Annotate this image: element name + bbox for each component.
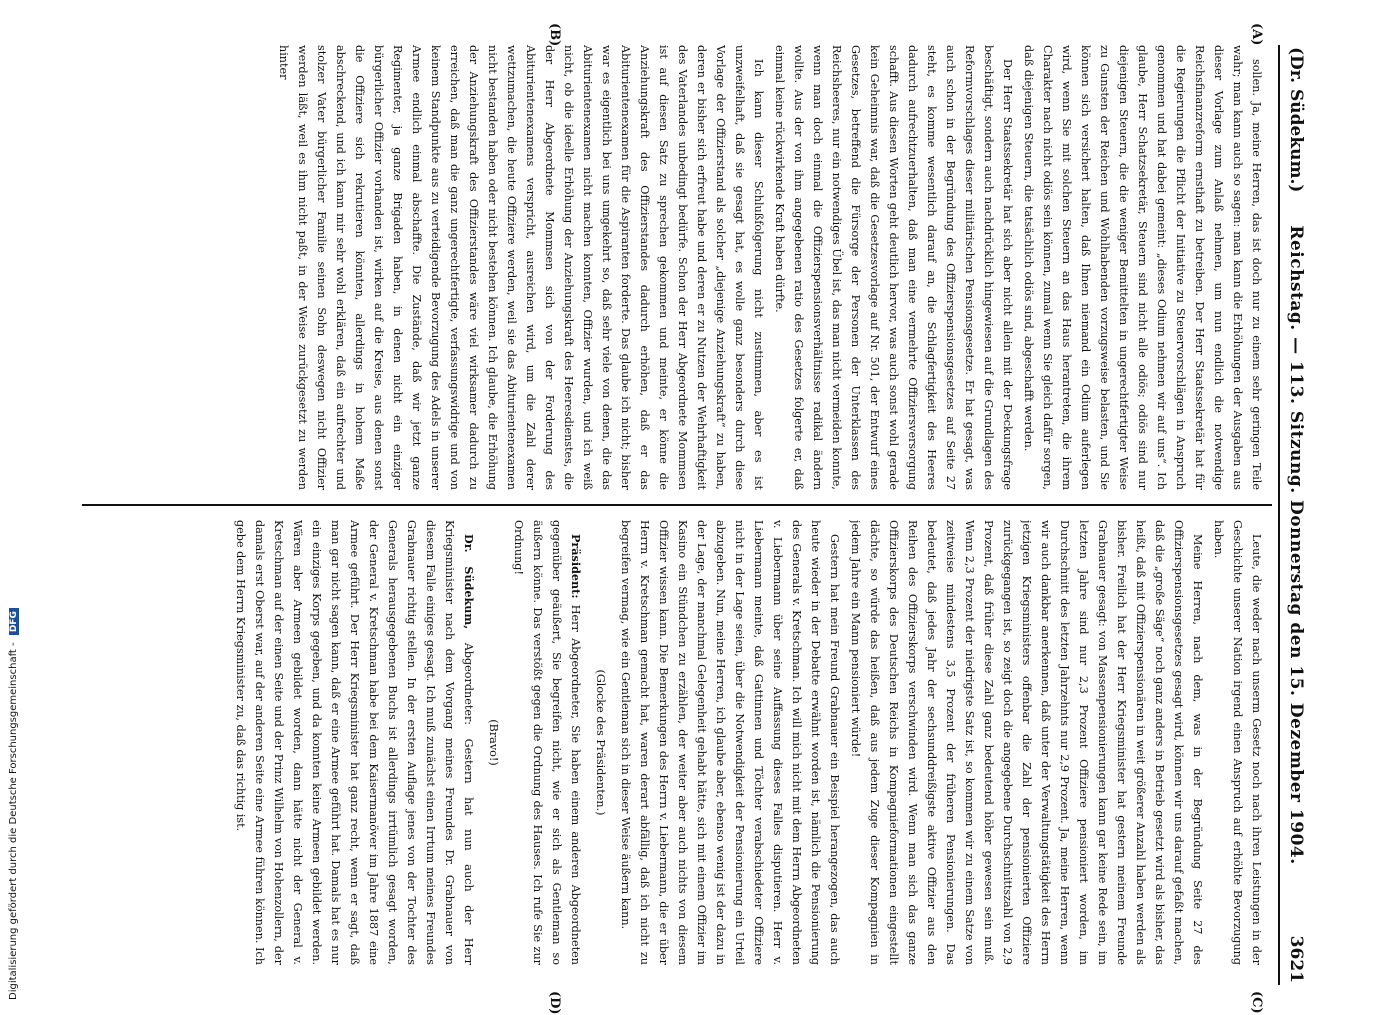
paragraph: Leute, die weder nach unserm Gesetz noch nach ihren Leistungen in der Geschichte unserer Nation irgend einen Anspruch auf erhöhte Bevorzugung haben. (1212, 520, 1263, 965)
left-column (86, 45, 1266, 490)
right-column (86, 520, 1266, 965)
header-title: Reichstag. — 113. Sitzung. Donnerstag den 15. Dezember 1904. (1286, 225, 1306, 865)
speaker-paragraph (231, 520, 478, 965)
paragraph: Meine Herren, nach dem, was in der Begründung Seite 27 des Offizierspensionsgesetzes gesagt wird, können wir uns darauf gefaßt machen, daß die „große Säge“ noch ganz anders in Betrieb gesetzt wird als bisher, das heißt, daß mit Offizierspensionären in weit größerer Anzahl haben werden als bisher. Freilich hat der Herr Kriegsminister hat gestern meinem Freunde Grabnauer gesagt: von Massenpensionierungen kann gar keine Rede sein, im letzten Jahre sind nur 2,3 Prozent Offiziere pensioniert worden, im Durchschnitt des letzten Jahrzehnts nur 2,9 Prozent. Ja, meine Herren, wenn wir auch dankbar anerkennen, daß unter der Verwaltungstätigkeit des Herrn jetzigen Kriegsministers offenbar die Zahl der pensionierten Offiziere zurückgegangen ist, so zeigt doch die angegebene Durchschnittszahl von 2,9 Prozent, daß früher diese Zahl ganz bedeutend höher gewesen sein muß. Wenn 2,3 Prozent der niedrigste Satz ist, so kommen wir zu einem Satze von zeitweise mindestens 3,5 Prozent der früheren Pensionierungen. Das bedeutet, daß jedes Jahr der sechsunddreißigste aktive Offizier aus den Reihen des Offizierskorps verschwinden wird. Wenn man sich das ganze Offizierskorps des Deutschen Reichs in Kompagnieformationen eingestellt dächte, so würde das heißen, daß aus jedem Zuge dieser Kompagnien in jedem Jahre ein Mann pensioniert würde! (849, 520, 1204, 965)
paragraph: Ich kann dieser Schlußfolgerung nicht zustimmen, aber es ist unzweifelhaft, daß sie gesagt hat, es wolle ganz besonders durch diese Vorlage der Offizierstand als solcher „diejenige Anziehungskraft“ zu haben, deren er bisher sich erfreut habe und deren er zu Nutzen der Wehrhaftigkeit des Vaterlandes unbedingt bedürfe. Schon der Herr Abgeordnete Mommsen ist auf diesen Satz zu sprechen gekommen und meinte, er könne die Anziehungskraft des Offizierstandes dadurch erhöhen, daß er das Abiturientenexamen für die Aspiranten forderte. Das glaube ich nicht; bisher war es eigentlich bei uns umgekehrt so, daß sehr viele von denen, die das Abiturientenexamen nicht machen konnten, Offizier wurden, und ich weiß nicht, ob die ideelle Erhöhung der Anziehungskraft des Heeresdienstes, die der Herr Abgeordnete Mommsen sich von der Forderung des Abiturientenexamens verspricht, ausreichen wird, um die Zahl derer wettzumachen, die heute Offiziere werden, weil sie das Abiturientenexamen nicht bestanden haben oder nicht bestehen können. Ich glaube, die Erhöhung der Anziehungskraft des Offizierstandes wäre viel wirksamer dadurch zu erreichen, daß man die ganz ungerechtfertigte, verfassungswidrige und von keinem Standpunkte aus zu verteidigende Bevorzugung des Adels in unserer Armee endlich einmal abschaffte. Die Zustände, daß wir jetzt ganze Regimenter, ja ganze Brigaden haben, in denen nicht ein einziger bürgerlicher Offizier vorhanden ist, wirken auf die Kreise, aus denen sonst die Offiziere sich rekrutieren könnten, allerdings in hohem Maße abschreckend, und ich kann mir sehr wohl erklären, daß ein aufrechter und stolzer Vater bürgerlicher Familie seinen Sohn deswegen nicht Offizier werden läßt, weil es ihm nicht paßt, in der Weise zurückgesetzt zu werden hinter (277, 45, 765, 490)
president-paragraph (509, 520, 585, 965)
funding-text: Digitalisierung gefördert durch die Deutsche Forschungsgemeinschaft - (8, 642, 19, 1000)
speaker-role: Abgeordneter: (462, 642, 475, 726)
header-speaker: (Dr. Südekum.) (1286, 47, 1306, 193)
margin-letter-d: (D) (547, 991, 562, 1015)
dfg-logo: DFG (9, 608, 19, 635)
column-divider (82, 504, 1272, 506)
speaker-label: Dr. Südekum, (462, 534, 476, 630)
paragraph: Gestern hat mein Freund Grabnauer ein Beispiel herangezogen, das auch heute wieder in der Debatte erwähnt worden ist, nämlich die Pensionierung des Generals v. Kretschman. Ich will mich nicht mit dem Herrn Abgeordneten v. Liebermann über seine Auffassung dieses Falles disputieren. Herr v. Liebermann meinte, daß Gattinnen und Töchter verabschiedeter Offiziere nicht in der Lage seien, über die Notwendigkeit der Pensionierung ein Urteil abzugeben. Nun, meine Herren, ich glaube aber, ebenso wenig ist der dazu in der Lage, der manchmal Gelegenheit gehabt hätte, sich mit einem Offizier im Kasino ein Stündchen zu erzählen, der weiter aber auch nichts von diesem Offizier wissen kann. Die Bemerkungen des Herrn v. Liebermann, die er über Herrn v. Kretschman gemacht hat, waren derart abfällig, daß ich nicht zu begreifen vermag, wie ein Gentleman sich in dieser Weise äußern kann. (619, 520, 841, 965)
interjection-bell: (Glocke des Präsidenten.) (594, 669, 607, 816)
document-page (67, 23, 1312, 1015)
funding-note (8, 608, 19, 1000)
margin-letter-c: (C) (1249, 991, 1264, 1014)
president-text: Herr Abgeordneter, Sie haben einem anderen Abgeordneten gegenüber geäußert, Sie begreifen nicht, wie er sich als Gentleman so äußern könne. Das verstößt gegen die Ordnung des Hauses. Ich rufe Sie zur Ordnung! (512, 520, 582, 965)
paragraph: Der Herr Staatssekretär hat sich aber nicht allein mit der Deckungsfrage beschäftigt, sondern auch nachdrücklich hingewiesen auf die Grundlagen des Reformvorschlages dieser militärischen Pensionsgesetze. Er hat gesagt, was auch schon in der Begründung des Offizierspensionsgesetzes auf Seite 27 steht, es komme wesentlich darauf an, die Schlagfertigkeit des Heeres dadurch aufrechtzuerhalten, daß man eine vermehrte Offiziersversorgung schafft. Aus diesen Worten geht deutlich hervor, was auch sonst wohl gerade kein Geheimnis war, daß die Gesetzesvorlage auf Nr. 501, der Entwurf eines Gesetzes, betreffend die Fürsorge der Personen der Unterklassen des Reichsheeres, nur ein notwendiges Übel ist, das man nicht vermeiden konnte, wenn man doch einmal die Offizierspensionsverhältnisse radikal ändern wollte. Aus der von ihm angegebenen ratio des Gesetzes folgerte er, daß einmal keine rückwirkende Kraft haben dürfte. (773, 45, 1014, 490)
page-header (1278, 45, 1312, 985)
margin-letter-b: (B) (547, 23, 562, 47)
paragraph: sollen. Ja, meine Herren, das ist doch nur zu einem sehr geringen Teile wahr; man kann auch so sagen: man kann die Erhöhungen der Ausgaben aus dieser Vorlage zum Anlaß nehmen, um nun endlich die notwendige Reichsfinanzreform ernsthaft zu betreiben. Der Herr Staatssekretär hat für die Regierungen die Pflicht der Initiative zu Steuervorschlägen in Anspruch genommen und hat dabei gemeint: „dieses Odium nehmen wir auf uns“. Ich glaube, Herr Schatzsekretär, Steuern sind nicht alle odiös; odiös sind nur diejenigen Steuern, die die weniger Bemittelten in ungerechtfertigter Weise zu Gunsten der Reichen und Wohlhabenden vorzugsweise belasten, und Sie können sich versichert halten, daß Ihnen niemand ein Odium auferlegen wird, wenn Sie mit solchen Steuern an das Haus herantreten, die ihrem Charakter nach nicht odiös sein können, zumal wenn Sie gleich dafür sorgen, daß diejenigen Steuern, die tatsächlich odiös sind, abgeschafft werden. (1022, 45, 1263, 490)
president-label: Präsident: (569, 534, 583, 599)
page-number: 3621 (1286, 935, 1306, 983)
interjection-bravo: (Bravo!) (487, 719, 500, 766)
speaker-text: Gestern hat nun auch der Herr Kriegsminister nach dem Vorgang meines Freundes Dr. Grabnauer von diesem Falle einiges gesagt. Ich muß zunächst einen Irrtum meines Freundes Grabnauer richtig stellen. In der ersten Auflage jenes von der Tochter des Generals herausgegebenen Buchs ist allerdings irrtümlich gesagt worden, der General v. Kretschman habe bei dem Kaisermanöver im Jahre 1887 eine Armee geführt. Der Herr Kriegsminister hat ganz recht, wenn er sagt, daß man gar nicht sagen kann, daß er eine Armee geführt hat. Damals hat es nur ein einziges Korps gegeben, und da konnten keine Armeen gebildet werden. Wären aber Armeen gebildet worden, dann hätte nicht der General v. Kretschman auf der einen Seite und der Prinz Wilhelm von Hohenzollern, der damals erst Oberst war, auf der anderen Seite eine Armee führen können. Ich gebe dem Herrn Kriegsminister zu, daß das richtig ist. (234, 520, 475, 965)
margin-letter-a: (A) (1249, 23, 1264, 46)
